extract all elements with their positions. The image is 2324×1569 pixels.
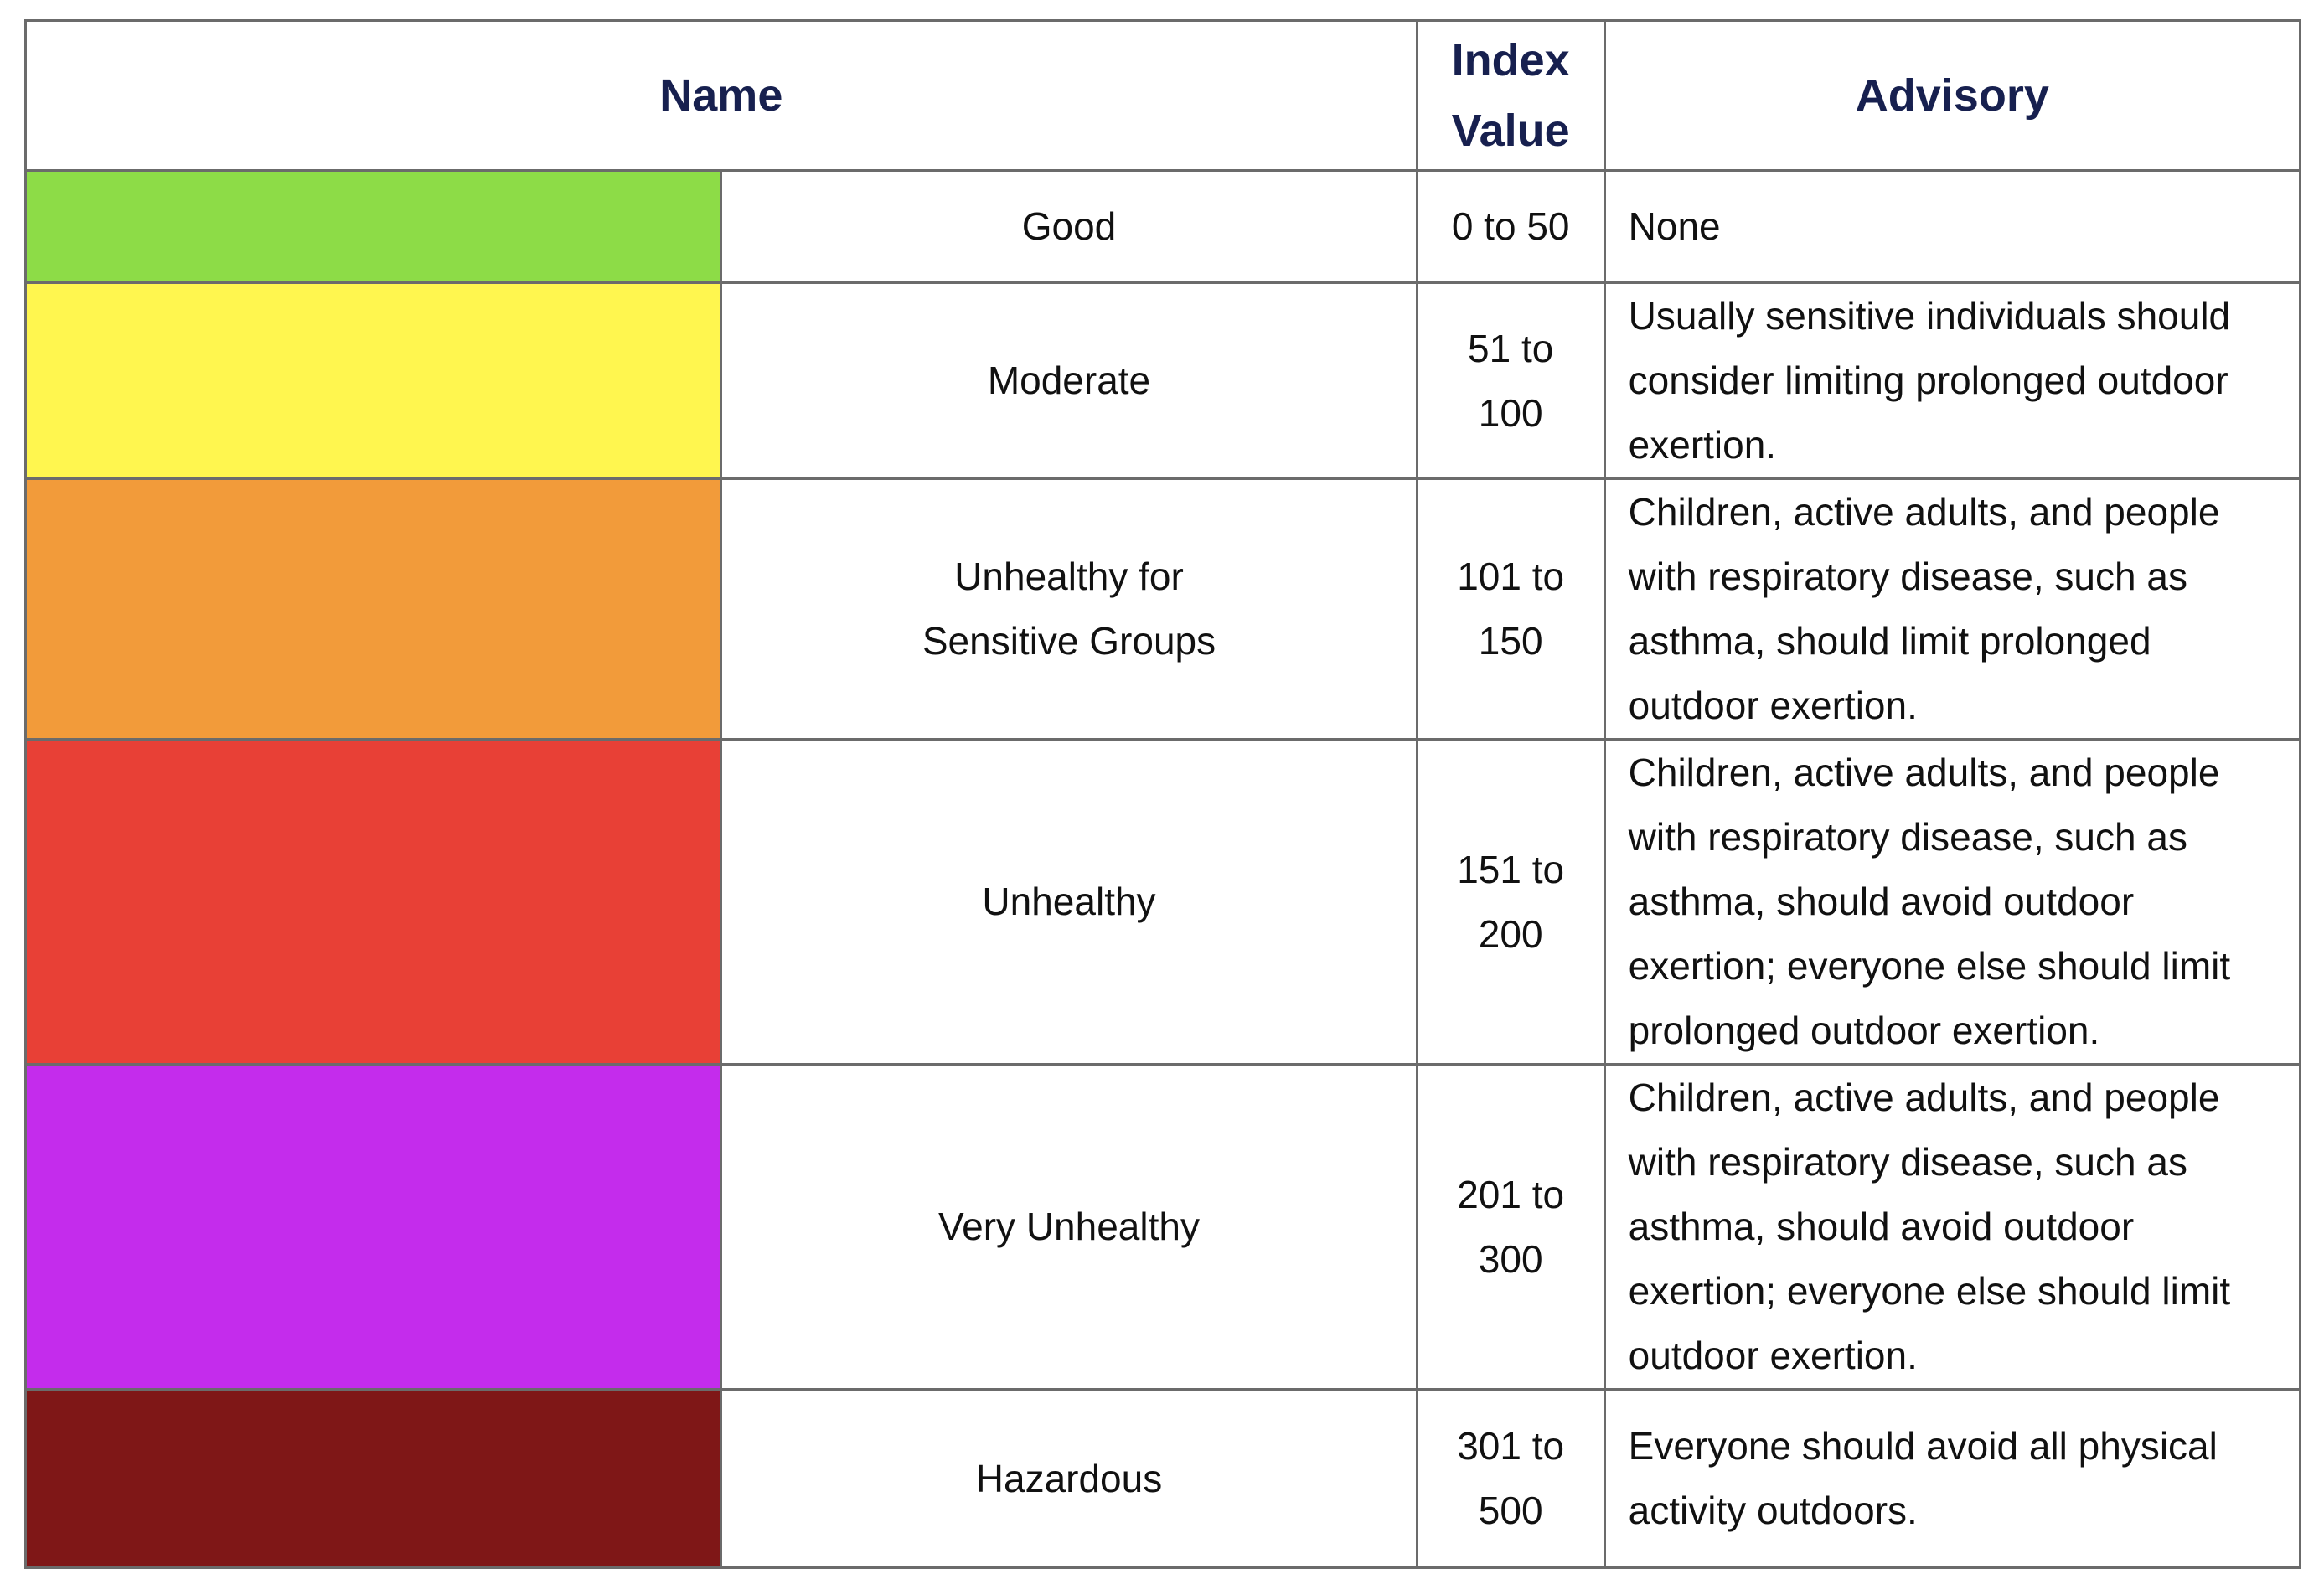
advisory-text: Everyone should avoid all physical activity outdoors. [1604,1390,2300,1568]
category-name [721,479,1417,740]
table-row [26,740,2301,1065]
advisory-text: Usually sensitive individuals should consider limiting prolonged outdoor exertion. [1604,283,2300,479]
hazardous-color-swatch [26,1390,721,1568]
category-name: Hazardous [721,1390,1417,1568]
moderate-color-swatch [26,283,721,479]
index-range-line-1: 301 to [1457,1424,1565,1468]
table-row [26,1065,2301,1390]
index-range-line-1: 101 to [1457,555,1565,598]
index-range-line-2: 150 [1478,619,1543,663]
very-unhealthy-color-swatch [26,1065,721,1390]
header-index-value-line-1: Index [1451,35,1570,85]
index-range-line-1: 201 to [1457,1172,1565,1216]
index-range [1417,740,1604,1065]
advisory-text: None [1604,171,2300,283]
table-row [26,479,2301,740]
index-range-line-2: 500 [1478,1489,1543,1532]
index-range-line-2: 200 [1478,911,1543,956]
category-name: Good [721,171,1417,283]
advisory-text: Children, active adults, and people with respiratory disease, such as asthma, should avoid outdoor exertion; everyone else should limit prolonged outdoor exertion. [1604,740,2300,1065]
table-row [26,171,2301,283]
unhealthy-for-sensitive-groups-color-swatch [26,479,721,740]
index-range [1417,479,1604,740]
index-range-line-1: 51 to [1468,326,1554,370]
good-color-swatch [26,171,721,283]
advisory-text: Children, active adults, and people with respiratory disease, such as asthma, should limit prolonged outdoor exertion. [1604,479,2300,740]
air-quality-index-table [24,19,2301,1569]
advisory-text: Children, active adults, and people with respiratory disease, such as asthma, should avoid outdoor exertion; everyone else should limit outdoor exertion. [1604,1065,2300,1390]
category-name: Unhealthy [721,740,1417,1065]
category-name: Very Unhealthy [721,1065,1417,1390]
index-range-line-2: 300 [1478,1236,1543,1281]
index-range [1417,1390,1604,1568]
unhealthy-color-swatch [26,740,721,1065]
header-name: Name [26,21,1418,171]
header-index-value-line-2: Value [1451,106,1570,156]
index-range-line-1: 151 to [1457,847,1565,891]
table-row [26,1390,2301,1568]
table-header-row [26,21,2301,171]
index-range-line-2: 100 [1478,390,1543,435]
index-range: 0 to 50 [1417,171,1604,283]
header-advisory: Advisory [1604,21,2300,171]
table-row [26,283,2301,479]
index-range [1417,283,1604,479]
category-name-line-2: Sensitive Groups [922,619,1216,663]
index-range [1417,1065,1604,1390]
category-name-line-1: Unhealthy for [954,555,1184,598]
header-index-value [1417,21,1604,171]
category-name: Moderate [721,283,1417,479]
